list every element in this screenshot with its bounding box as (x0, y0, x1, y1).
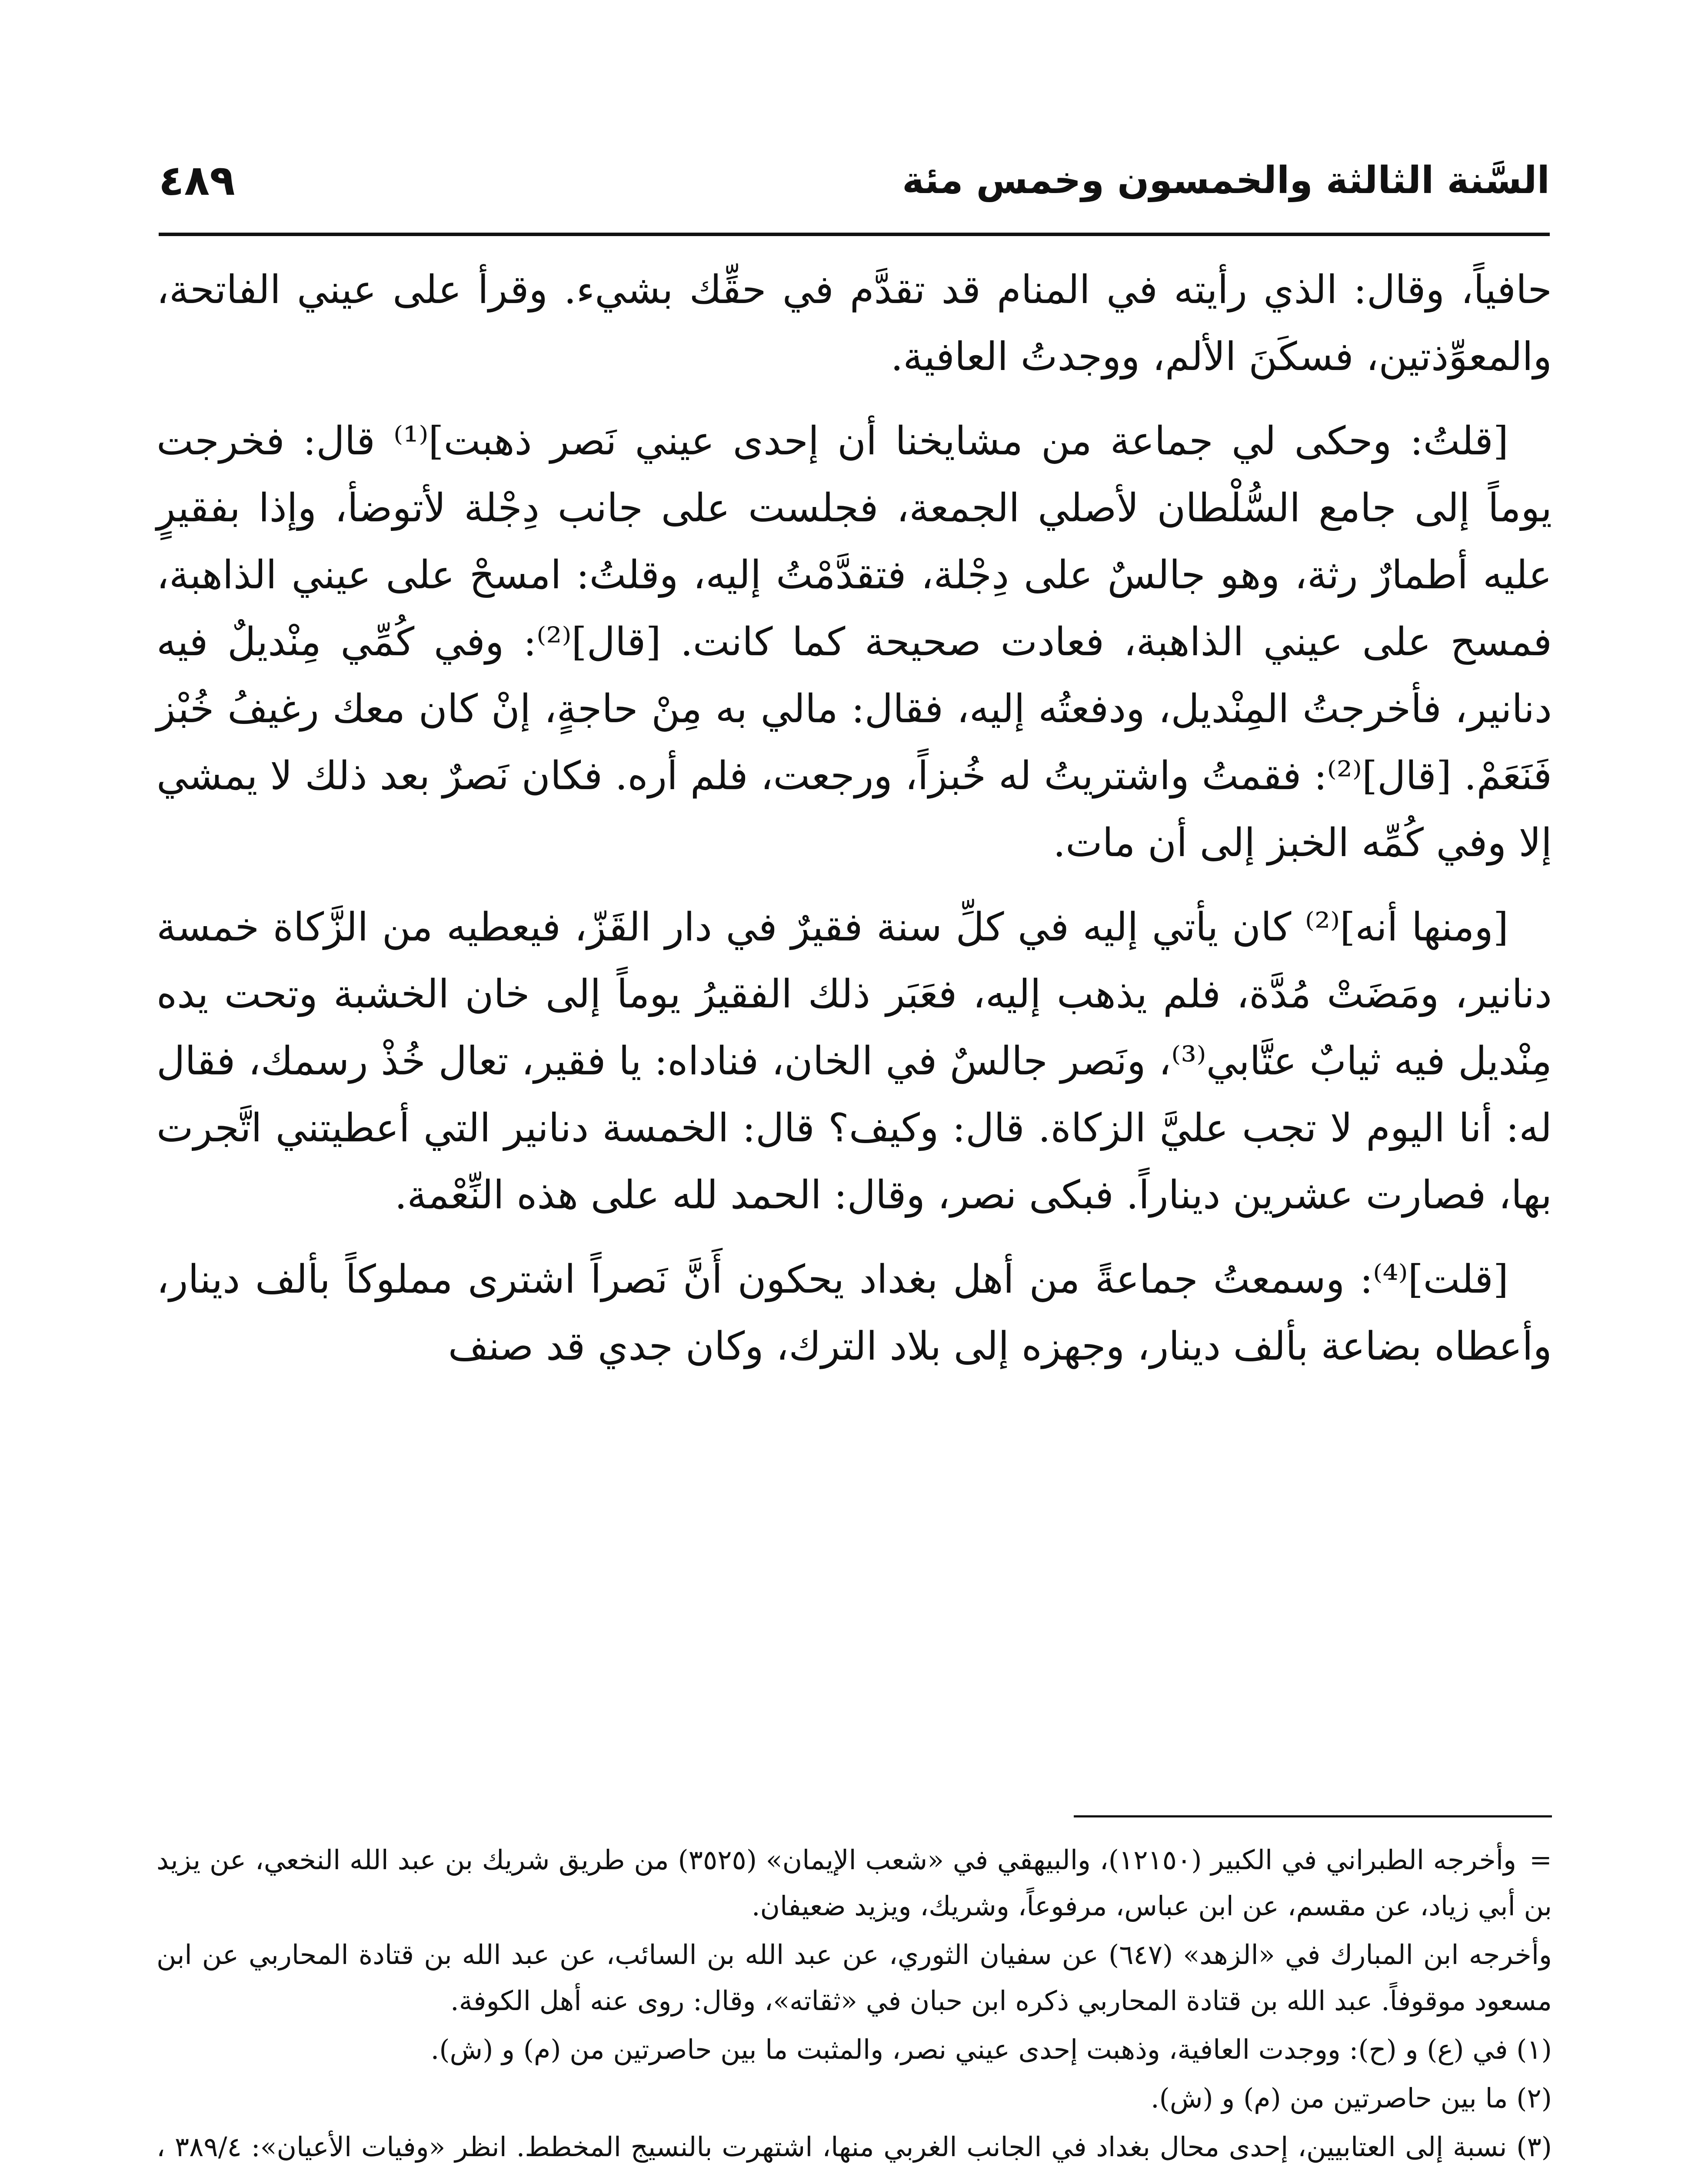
running-header (159, 143, 1550, 217)
main-text (156, 257, 1552, 1397)
footnotes (156, 1837, 1552, 2174)
footnote-continuation-1 (156, 1837, 1552, 1929)
paragraph-2: [قلتُ: وحكى لي جماعة من مشايخنا أن إحدى عيني نَصر ذهبت]⁽¹⁾ قال: فخرجت يوماً إلى جامع السُّلْطان لأصلي الجمعة، فجلست على جانب دِجْلة لأتوضأ، وإذا بفقيرٍ عليه أطمارٌ رثة، وهو جالسٌ على دِجْلة، فتقدَّمْتُ إليه، وقلتُ: امسحْ على عيني الذاهبة، فمسح على عيني الذاهبة، فعادت صحيحة كما كانت. [قال]⁽²⁾: وفي كُمِّي مِنْديلٌ فيه دنانير، فأخرجتُ المِنْديل، ودفعتُه إليه، فقال: مالي به مِنْ حاجةٍ، إنْ كان معك رغيفُ خُبْز فَنَعَمْ. [قال]⁽²⁾: فقمتُ واشتريتُ له خُبزاً، ورجعت، فلم أره. فكان نَصرٌ بعد ذلك لا يمشي إلا وفي كُمِّه الخبز إلى أن مات. (156, 418, 1552, 866)
paragraph-3: [ومنها أنه]⁽²⁾ كان يأتي إليه في كلِّ سنة فقيرٌ في دار القَزّ، فيعطيه من الزَّكاة خمسة دنانير، ومَضَتْ مُدَّة، فلم يذهب إليه، فعَبَر ذلك الفقيرُ يوماً إلى خان الخشبة وتحت يده مِنْديل فيه ثيابٌ عتَّابي⁽³⁾، ونَصر جالسٌ في الخان، فناداه: يا فقير، تعال خُذْ رسمك، فقال له: أنا اليوم لا تجب عليَّ الزكاة. قال: وكيف؟ قال: الخمسة دنانير التي أعطيتني اتَّجرت بها، فصارت عشرين ديناراً. فبكى نصر، وقال: الحمد لله على هذه النِّعْمة. (156, 904, 1552, 1218)
running-title: السَّنة الثالثة والخمسون وخمس مئة (902, 159, 1550, 202)
continuation-mark: = (1529, 1844, 1552, 1876)
paragraph-1: حافياً، وقال: الذي رأيته في المنام قد تقدَّم في حقِّك بشيء. وقرأ على عيني الفاتحة، والمعوِّذتين، فسكَنَ الألم، ووجدتُ العافية. (156, 267, 1552, 380)
page-number: ٤٨٩ (159, 156, 235, 205)
header-divider (159, 233, 1550, 236)
footnote-divider (1074, 1815, 1552, 1817)
footnote-continuation-text-1: وأخرجه الطبراني في الكبير (١٢١٥٠)، والبيهقي في «شعب الإيمان» (٣٥٢٥) من طريق شريك بن عبد الله النخعي، عن يزيد بن أبي زياد، عن مقسم، عن ابن عباس، مرفوعاً، وشريك، ويزيد ضعيفان. (156, 1844, 1552, 1922)
footnote-2: (٢) ما بين حاصرتين من (م) و (ش). (1150, 2082, 1552, 2114)
footnote-continuation-2: وأخرجه ابن المبارك في «الزهد» (٦٤٧) عن سفيان الثوري، عن عبد الله بن السائب، عن عبد الله بن قتادة المحاربي عن ابن مسعود موقوفاً. عبد الله بن قتادة المحاربي ذكره ابن حبان في «ثقاته»، وقال: روى عنه أهل الكوفة. (156, 1939, 1552, 2017)
footnote-1: (١) في (ع) و (ح): ووجدت العافية، وذهبت إحدى عيني نصر، والمثبت ما بين حاصرتين من (م) و (ش). (430, 2034, 1552, 2065)
footnote-3: (٣) نسبة إلى العتابيين، إحدى محال بغداد في الجانب الغربي منها، اشتهرت بالنسيج المخطط. انظر «وفيات الأعيان»: ٣٨٩/٤ ، (156, 2131, 1552, 2163)
paragraph-4: [قلت]⁽⁴⁾: وسمعتُ جماعةً من أهل بغداد يحكون أَنَّ نَصراً اشترى مملوكاً بألف دينار، وأعطاه بضاعة بألف دينار، وجهزه إلى بلاد الترك، وكان جدي قد صنف (156, 1257, 1552, 1369)
